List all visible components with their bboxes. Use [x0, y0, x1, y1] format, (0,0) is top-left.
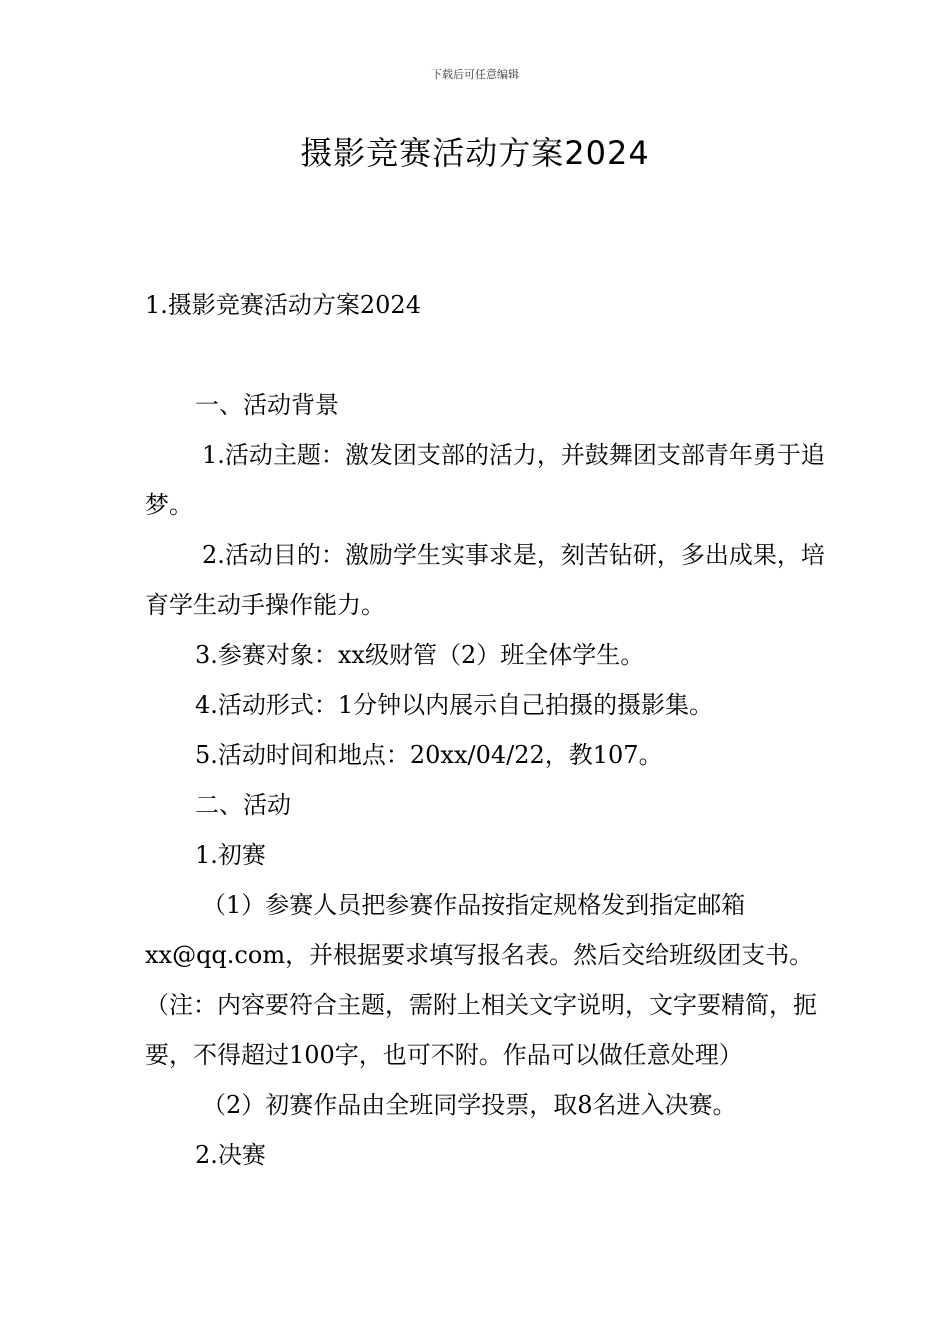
- document-body: [145, 280, 825, 1180]
- paragraph-purpose: 2.活动目的：激励学生实事求是，刻苦钻研，多出成果，培育学生动手操作能力。: [145, 541, 825, 619]
- heading-background: 一、活动背景: [195, 391, 339, 419]
- paragraph-theme: 1.活动主题：激发团支部的活力，并鼓舞团支部青年勇于追梦。: [145, 441, 825, 519]
- paragraph-format: 4.活动形式：1分钟以内展示自己拍摄的摄影集。: [195, 691, 714, 719]
- paragraph-time-place: 5.活动时间和地点：20xx/04/22，教107。: [195, 741, 663, 769]
- paragraph-preliminary-vote: （2）初赛作品由全班同学投票，取8名进入决赛。: [202, 1091, 737, 1119]
- heading-activity: 二、活动: [195, 791, 291, 819]
- paragraph-preliminary-submission: （1）参赛人员把参赛作品按指定规格发到指定邮箱xx@qq.com，并根据要求填写报名表。然后交给班级团支书。（注：内容要符合主题，需附上相关文字说明，文字要精简，扼要，不得超过100字，也可不附。作品可以做任意处理）: [145, 891, 817, 1069]
- document-title: 摄影竞赛活动方案2024: [300, 134, 650, 172]
- heading-final: 2.决赛: [195, 1141, 266, 1169]
- heading-preliminary: 1.初赛: [195, 841, 266, 869]
- paragraph-participants: 3.参赛对象：xx级财管（2）班全体学生。: [195, 641, 645, 669]
- section-subtitle: 1.摄影竞赛活动方案2024: [145, 291, 421, 319]
- header-note: 下载后可任意编辑: [431, 68, 519, 81]
